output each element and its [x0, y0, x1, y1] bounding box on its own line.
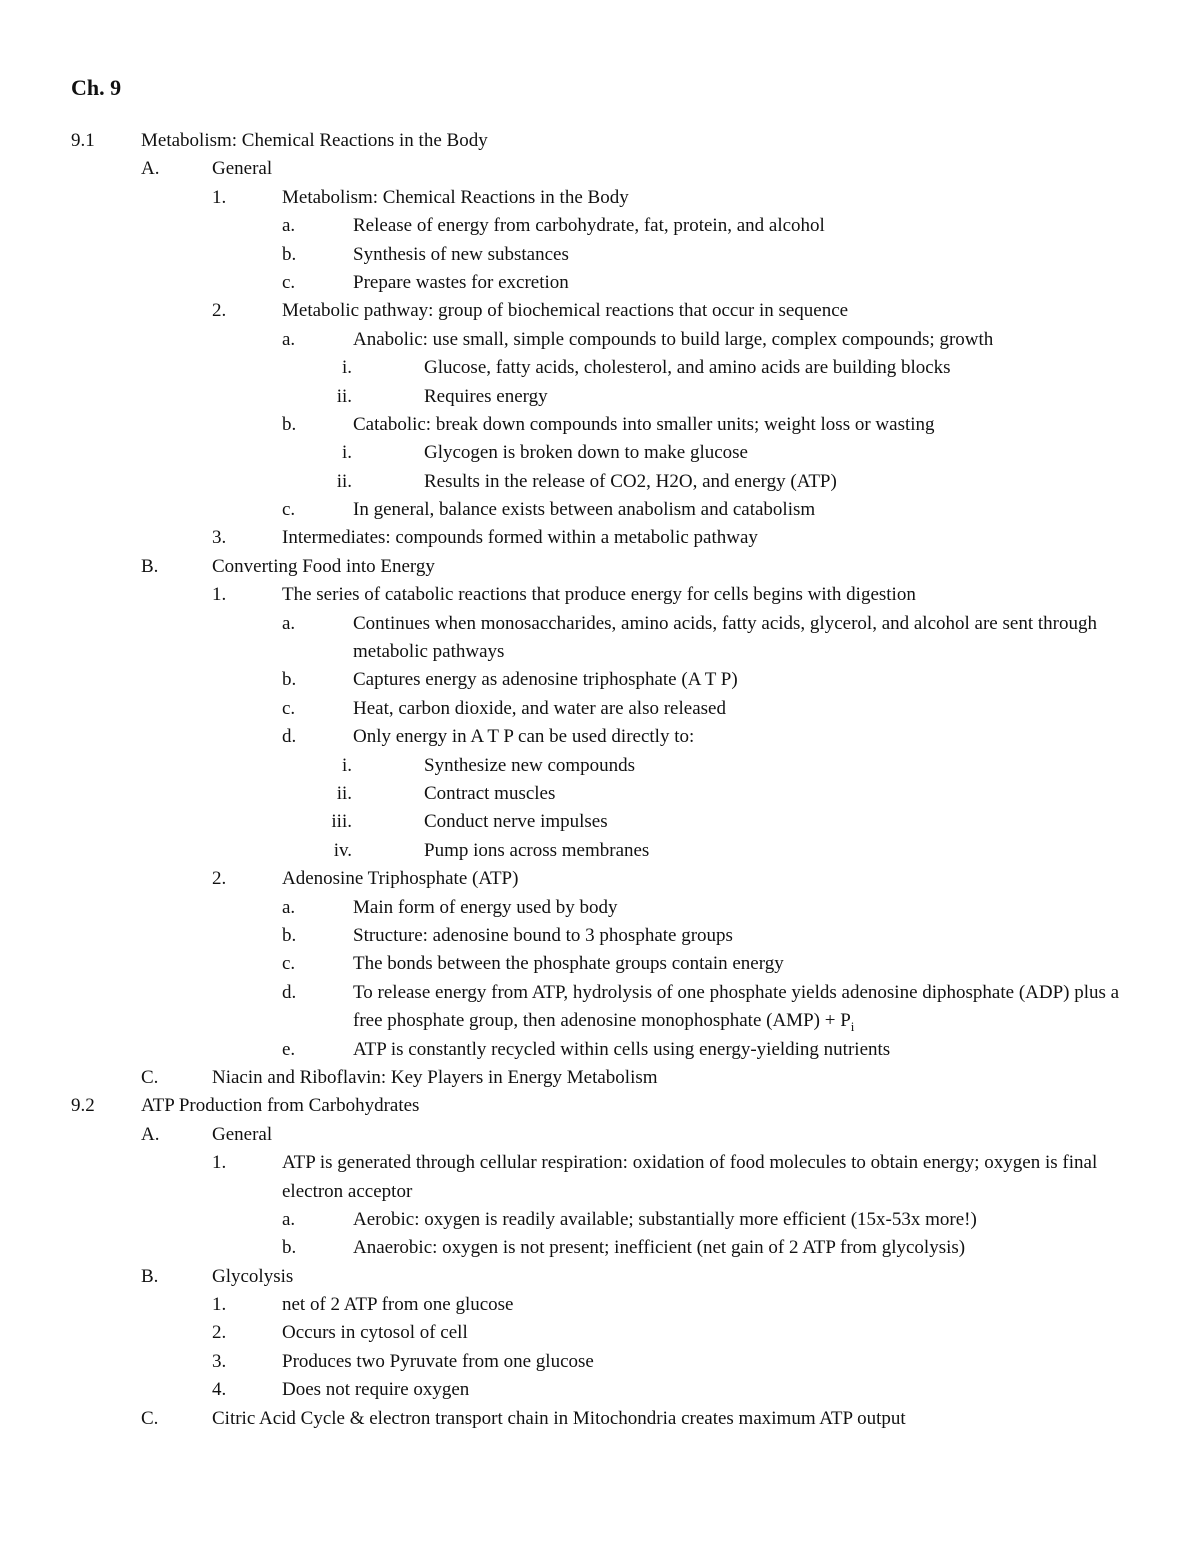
outline-item [0, 155, 1200, 183]
outline-marker: i. [341, 442, 352, 464]
outline-text [212, 1405, 1130, 1433]
outline-text [212, 1064, 1130, 1092]
outline-text-content: Main form of energy used by body [353, 896, 618, 918]
outline-item [0, 780, 1200, 808]
outline-text [353, 979, 1130, 1042]
outline-text [282, 581, 1130, 609]
outline-marker: 1. [212, 1152, 227, 1174]
outline-marker: b. [282, 243, 297, 265]
outline-text-content: Occurs in cytosol of cell [282, 1322, 468, 1344]
outline-text-content: Metabolism: Chemical Reactions in the Body [282, 186, 629, 208]
outline-item [0, 184, 1200, 212]
outline-text [353, 326, 1130, 354]
outline-text [353, 241, 1130, 269]
outline-item [0, 411, 1200, 439]
outline-item [0, 894, 1200, 922]
outline-text [353, 666, 1130, 694]
outline-item [0, 127, 1200, 155]
outline-text-content: Heat, carbon dioxide, and water are also released [353, 697, 726, 719]
outline-text-content: In general, balance exists between anabolism and catabolism [353, 499, 816, 521]
outline-text [282, 865, 1130, 893]
outline-item [0, 922, 1200, 950]
outline-item [0, 297, 1200, 325]
outline-marker: B. [141, 1265, 159, 1287]
outline-item [0, 1149, 1200, 1206]
outline-item [0, 1121, 1200, 1149]
outline-text-content: Converting Food into Energy [212, 555, 435, 577]
outline-text-content: Structure: adenosine bound to 3 phosphate groups [353, 924, 733, 946]
outline-item [0, 808, 1200, 836]
outline-item [0, 383, 1200, 411]
outline-text-content: ATP Production from Carbohydrates [141, 1095, 420, 1117]
outline-item [0, 581, 1200, 609]
outline-text-content: Continues when monosaccharides, amino acids, fatty acids, glycerol, and alcohol are sent through metabolic pathways [353, 612, 1097, 663]
outline-marker: 2. [212, 300, 227, 322]
outline-text [212, 553, 1130, 581]
outline-text-content: Prepare wastes for excretion [353, 271, 569, 293]
outline-item [0, 1092, 1200, 1120]
outline-text-content: Metabolism: Chemical Reactions in the Body [141, 130, 488, 151]
outline-item [0, 212, 1200, 240]
outline-text-content: Glycogen is broken down to make glucose [424, 442, 748, 464]
outline-text [141, 1092, 1130, 1120]
outline-marker: 2. [212, 868, 227, 890]
outline-marker: ii. [336, 385, 352, 407]
outline-text-content: Glycolysis [212, 1265, 294, 1287]
outline-text [424, 468, 1130, 496]
outline-text-content: Pump ions across membranes [424, 839, 650, 861]
outline-item [0, 1376, 1200, 1404]
outline-item [0, 354, 1200, 382]
outline-item [0, 1263, 1200, 1291]
outline-text [353, 1206, 1130, 1234]
outline-text-content: Captures energy as adenosine triphosphate (A T P) [353, 669, 738, 691]
outline-text [424, 752, 1130, 780]
outline-marker: iii. [331, 811, 352, 833]
outline-text-content: The series of catabolic reactions that produce energy for cells begins with digestion [282, 584, 916, 606]
outline-text-content: Citric Acid Cycle & electron transport chain in Mitochondria creates maximum ATP output [212, 1407, 906, 1429]
outline-marker: a. [282, 1208, 296, 1230]
outline-marker: c. [282, 271, 296, 293]
outline-text [141, 127, 1130, 155]
outline-marker: 3. [212, 1350, 227, 1372]
outline-text-content: Niacin and Riboflavin: Key Players in Energy Metabolism [212, 1066, 658, 1088]
outline-text [282, 1348, 1130, 1376]
outline-item [0, 752, 1200, 780]
outline-marker: c. [282, 953, 296, 975]
outline-text-content: ATP is generated through cellular respiration: oxidation of food molecules to obtain energy; oxygen is final electron acceptor [282, 1152, 1098, 1202]
chapter-title: Ch. 9 [71, 75, 122, 100]
outline-text-content: Glucose, fatty acids, cholesterol, and amino acids are building blocks [424, 357, 951, 379]
outline-text-content: Synthesize new compounds [424, 754, 636, 776]
outline-item [0, 1319, 1200, 1347]
outline-text-content: net of 2 ATP from one glucose [282, 1294, 514, 1316]
outline-text [212, 155, 1130, 183]
outline-marker: e. [282, 1038, 296, 1060]
outline-marker: ii. [336, 783, 352, 804]
outline-text [212, 1121, 1130, 1149]
outline-text [353, 922, 1130, 950]
outline-text-content: Results in the release of CO2, H2O, and energy (ATP) [424, 470, 837, 492]
outline-item [0, 1234, 1200, 1262]
outline-text-content: Produces two Pyruvate from one glucose [282, 1350, 594, 1372]
outline-item [0, 269, 1200, 297]
outline-text [353, 894, 1130, 922]
outline-text-content: Synthesis of new substances [353, 243, 569, 265]
outline-marker: 4. [212, 1379, 227, 1401]
outline-text [424, 383, 1130, 411]
outline-marker: 2. [212, 1322, 227, 1344]
outline-marker: a. [282, 215, 296, 237]
outline-item [0, 496, 1200, 524]
outline-text [424, 354, 1130, 382]
outline-text-content: Intermediates: compounds formed within a metabolic pathway [282, 527, 758, 549]
outline-item [0, 468, 1200, 496]
outline-item [0, 1064, 1200, 1092]
outline-text [353, 695, 1130, 723]
outline-marker: 9.1 [71, 130, 95, 151]
outline-text-content: The bonds between the phosphate groups contain energy [353, 953, 784, 975]
outline-text [353, 496, 1130, 524]
outline-list [0, 127, 1200, 1433]
outline-text [353, 269, 1130, 297]
outline-marker: ii. [336, 470, 352, 492]
outline-text [353, 1234, 1130, 1262]
outline-text [282, 524, 1130, 552]
outline-text-content: Only energy in A T P can be used directly to: [353, 726, 695, 748]
outline-item [0, 979, 1200, 1036]
outline-marker: A. [141, 1123, 160, 1145]
outline-text [353, 723, 1130, 751]
outline-marker: b. [282, 413, 297, 435]
outline-text [424, 439, 1130, 467]
outline-text [282, 184, 1130, 212]
outline-marker: 3. [212, 527, 227, 549]
outline-text [424, 837, 1130, 865]
outline-text-content: Catabolic: break down compounds into smaller units; weight loss or wasting [353, 413, 935, 435]
outline-item [0, 241, 1200, 269]
outline-marker: b. [282, 669, 297, 691]
outline-item [0, 723, 1200, 751]
outline-text [353, 610, 1130, 667]
outline-marker: a. [282, 328, 296, 350]
outline-marker: i. [341, 754, 352, 776]
outline-text-content: Anaerobic: oxygen is not present; inefficient (net gain of 2 ATP from glycolysis) [353, 1237, 966, 1259]
outline-text [282, 1376, 1130, 1404]
outline-text-content: Metabolic pathway: group of biochemical reactions that occur in sequence [282, 300, 849, 322]
outline-marker: iv. [333, 839, 352, 861]
outline-item [0, 837, 1200, 865]
outline-marker: a. [282, 612, 296, 634]
outline-marker: b. [282, 1237, 297, 1259]
outline-text-content: Conduct nerve impulses [424, 811, 608, 833]
outline-text-content: Does not require oxygen [282, 1379, 470, 1401]
outline-text-content: ATP is constantly recycled within cells using energy-yielding nutrients [353, 1038, 891, 1060]
outline-item [0, 666, 1200, 694]
outline-marker: B. [141, 555, 159, 577]
outline-marker: 1. [212, 186, 227, 208]
outline-marker: 1. [212, 1294, 227, 1316]
outline-text-content: Adenosine Triphosphate (ATP) [282, 868, 519, 890]
outline-item [0, 1206, 1200, 1234]
subscript: i [850, 1018, 855, 1034]
outline-text-content: Aerobic: oxygen is readily available; substantially more efficient (15x-53x more!) [353, 1208, 977, 1230]
outline-item [0, 326, 1200, 354]
outline-marker: a. [282, 896, 296, 918]
outline-text [424, 780, 1130, 808]
outline-text-content: Release of energy from carbohydrate, fat, protein, and alcohol [353, 215, 825, 237]
outline-text [353, 212, 1130, 240]
outline-text [424, 808, 1130, 836]
outline-marker: C. [141, 1407, 159, 1429]
outline-item [0, 1291, 1200, 1319]
outline-text-content: General [212, 158, 273, 180]
outline-item [0, 865, 1200, 893]
outline-text-content: Contract muscles [424, 783, 556, 804]
outline-item [0, 695, 1200, 723]
outline-item [0, 439, 1200, 467]
outline-text [282, 1319, 1130, 1347]
outline-text [353, 411, 1130, 439]
outline-item [0, 1036, 1200, 1064]
outline-text [353, 950, 1130, 978]
outline-text [353, 1036, 1130, 1064]
outline-marker: c. [282, 697, 296, 719]
outline-item [0, 524, 1200, 552]
outline-text-content: To release energy from ATP, hydrolysis of one phosphate yields adenosine diphosphate (ADP) plus a free phosphate group, then adenosine monophosphate (AMP) + P [353, 981, 1120, 1032]
outline-text-content: General [212, 1123, 273, 1145]
outline-item [0, 1348, 1200, 1376]
outline-marker: 9.2 [71, 1095, 95, 1117]
outline-marker: c. [282, 499, 296, 521]
outline-text-content: Requires energy [424, 385, 548, 407]
outline-text [282, 297, 1130, 325]
outline-text [282, 1149, 1130, 1206]
outline-item [0, 610, 1200, 667]
outline-marker: 1. [212, 584, 227, 606]
outline-marker: b. [282, 924, 297, 946]
outline-item [0, 553, 1200, 581]
outline-marker: i. [341, 357, 352, 379]
outline-item [0, 950, 1200, 978]
outline-marker: C. [141, 1066, 159, 1088]
outline-text-content: Anabolic: use small, simple compounds to build large, complex compounds; growth [353, 328, 994, 350]
outline-item [0, 1405, 1200, 1433]
outline-marker: A. [141, 158, 160, 180]
outline-text [282, 1291, 1130, 1319]
outline-marker: d. [282, 981, 297, 1003]
outline-marker: d. [282, 726, 297, 748]
outline-text [212, 1263, 1130, 1291]
